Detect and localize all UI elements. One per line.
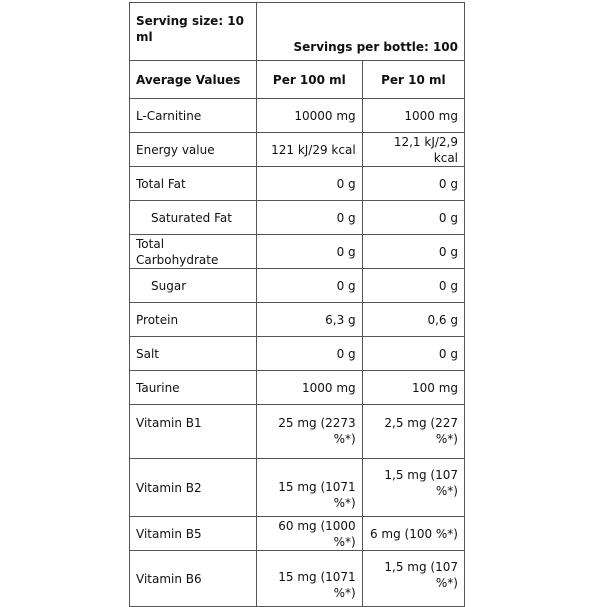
table-row [130, 459, 465, 517]
header-per-10ml: Per 10 ml [362, 61, 464, 99]
row-per10: 0 g [362, 201, 464, 235]
table-row [130, 405, 465, 459]
servings-per-bottle-cell: Servings per bottle: 100 [257, 3, 465, 61]
row-name: Salt [130, 337, 257, 371]
row-per100: 10000 mg [257, 99, 363, 133]
row-per100: 60 mg (1000 %*) [257, 517, 363, 551]
row-per10: 0 g [362, 269, 464, 303]
table-row [130, 517, 465, 551]
row-per10: 2,5 mg (227 %*) [362, 405, 464, 459]
row-per10: 1000 mg [362, 99, 464, 133]
nutrition-facts-table [129, 2, 465, 607]
serving-size-cell: Serving size: 10 ml [130, 3, 257, 61]
header-average-values: Average Values [130, 61, 257, 99]
row-name: Saturated Fat [130, 201, 257, 235]
row-name: L-Carnitine [130, 99, 257, 133]
row-per100: 25 mg (2273 %*) [257, 405, 363, 459]
row-per100: 1000 mg [257, 371, 363, 405]
table-row [130, 201, 465, 235]
table-row [130, 99, 465, 133]
table-row [130, 337, 465, 371]
row-per100: 0 g [257, 337, 363, 371]
row-per10: 1,5 mg (107 %*) [362, 551, 464, 607]
row-name: Vitamin B5 [130, 517, 257, 551]
row-per100: 15 mg (1071 %*) [257, 551, 363, 607]
table-row [130, 551, 465, 607]
table-row [130, 133, 465, 167]
table-row [130, 303, 465, 337]
row-per10: 12,1 kJ/2,9 kcal [362, 133, 464, 167]
row-name: Sugar [130, 269, 257, 303]
row-per100: 6,3 g [257, 303, 363, 337]
row-per10: 0 g [362, 167, 464, 201]
row-name: Total Carbohydrate [130, 235, 257, 269]
row-name: Taurine [130, 371, 257, 405]
row-per100: 0 g [257, 167, 363, 201]
column-header-row [130, 61, 465, 99]
row-name: Total Fat [130, 167, 257, 201]
row-per100: 15 mg (1071 %*) [257, 459, 363, 517]
header-per-100ml: Per 100 ml [257, 61, 363, 99]
table-row [130, 269, 465, 303]
row-per10: 0 g [362, 235, 464, 269]
row-per10: 0 g [362, 337, 464, 371]
row-per100: 0 g [257, 201, 363, 235]
row-name: Energy value [130, 133, 257, 167]
table-row [130, 167, 465, 201]
row-name: Protein [130, 303, 257, 337]
row-per10: 0,6 g [362, 303, 464, 337]
row-name: Vitamin B2 [130, 459, 257, 517]
row-name: Vitamin B1 [130, 405, 257, 459]
row-name: Vitamin B6 [130, 551, 257, 607]
serving-info-row [130, 3, 465, 61]
row-per100: 0 g [257, 235, 363, 269]
row-per100: 0 g [257, 269, 363, 303]
row-per100: 121 kJ/29 kcal [257, 133, 363, 167]
table-row [130, 371, 465, 405]
row-per10: 1,5 mg (107 %*) [362, 459, 464, 517]
row-per10: 100 mg [362, 371, 464, 405]
row-per10: 6 mg (100 %*) [362, 517, 464, 551]
table-row [130, 235, 465, 269]
